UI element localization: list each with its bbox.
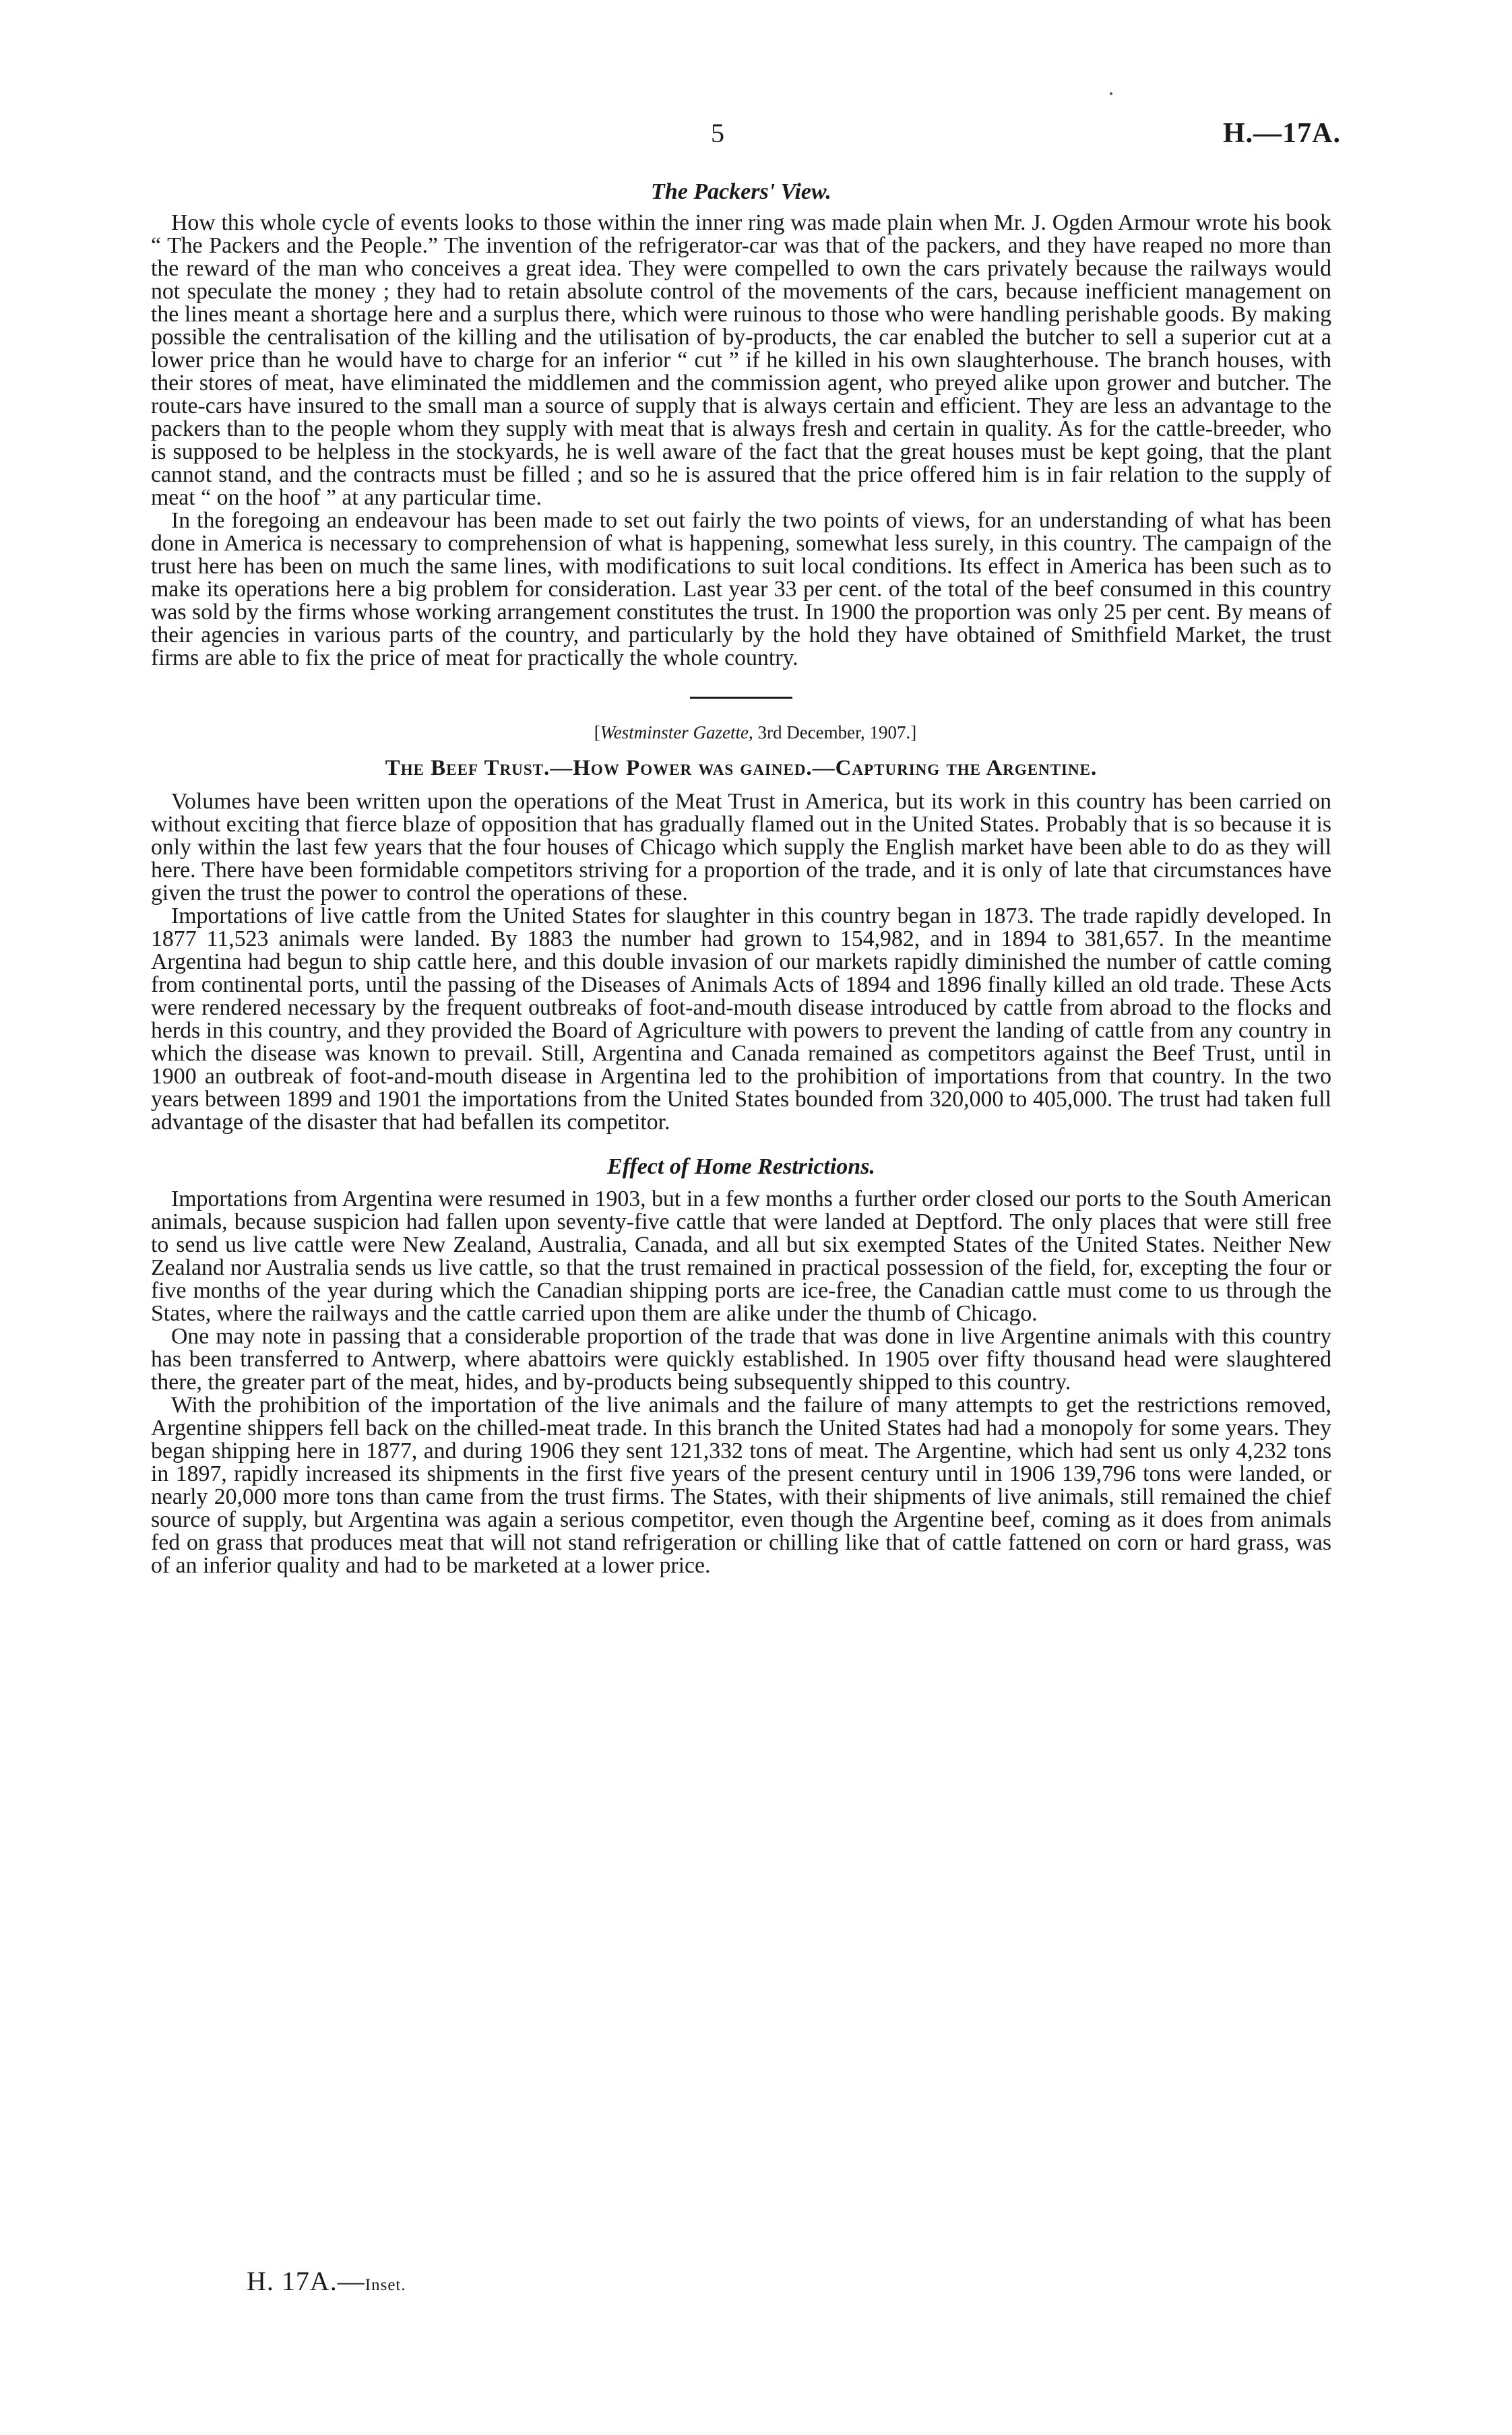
page-header [148, 113, 1341, 154]
document-body [151, 177, 1331, 1577]
section-divider [690, 697, 792, 699]
paragraph: In the foregoing an endeavour has been made to set out fairly the two points of views, for an understanding of what has been done in America is necessary to comprehension of what is happening, somewhat less surely, in this country. The campaign of the trust here has been on much the same lines, with modifications to suit local conditions. Its effect in America has been such as to make its operations here a big problem for consideration. Last year 33 per cent. of the total of the beef consumed in this country was sold by the firms whose working arrangement constitutes the trust. In 1900 the proportion was only 25 per cent. By means of their agencies in various parts of the country, and particularly by the hold they have obtained of Smithfield Market, the trust firms are able to fix the price of meat for practically the whole country. [151, 508, 1331, 670]
paragraph: With the prohibition of the importation of the live animals and the failure of many attempts to get the restrictions removed, Argentine shippers fell back on the chilled-meat trade. In this branch the United States had had a monopoly for some years. They began shipping here in 1877, and during 1906 they sent 121,332 tons of meat. The Argentine, which had sent us only 4,232 tons in 1897, rapidly increased its shipments in the first five years of the present century until in 1906 139,796 tons were landed, or nearly 20,000 more tons than came from the trust firms. The States, with their shipments of live animals, still remained the chief source of supply, but Argentina was again a serious competitor, even though the Argentine beef, coming as it does from animals fed on grass that produces meat that will not stand refrigeration or chilling like that of cattle fattened on corn or hard grass, was of an inferior quality and had to be marketed at a lower price. [151, 1393, 1331, 1578]
inset-code: H. 17A.— [247, 2266, 365, 2296]
inset-note [247, 2267, 406, 2300]
section-heading-home-restrictions: Effect of Home Restrictions. [607, 1154, 875, 1179]
source-bracket: [ [594, 722, 600, 742]
source-date: 3rd December, 1907.] [753, 722, 917, 742]
page-number: 5 [711, 118, 724, 148]
article-source [179, 719, 1331, 746]
report-code: H.—17A. [1223, 118, 1341, 149]
paragraph: Volumes have been written upon the operations of the Meat Trust in America, but its work in this country has been carried on without exciting that fierce blaze of opposition that has gradually flamed out in the United States. Probably that is so because it is only within the last few years that the four houses of Chicago which supply the English market have been able to do as they will here. There have been formidable competitors striving for a proportion of the trade, and it is only of late that circumstances have given the trust the power to control the operations of these. [151, 789, 1331, 906]
paragraph: Importations of live cattle from the United States for slaughter in this country began in 1873. The trade rapidly developed. In 1877 11,523 animals were landed. By 1883 the number had grown to 154,982, and in 1894 to 381,657. In the meantime Argentina had begun to ship cattle here, and this double invasion of our markets rapidly diminished the number of cattle coming from continental ports, until the passing of the Diseases of Animals Acts of 1894 and 1896 finally killed an old trade. These Acts were rendered necessary by the frequent outbreaks of foot-and-mouth disease introduced by cattle from abroad to the flocks and herds in this country, and they provided the Board of Agriculture with powers to prevent the landing of cattle from any country in which the disease was known to prevail. Still, Argentina and Canada remained as competitors against the Beef Trust, until in 1900 an outbreak of foot-and-mouth disease in Argentina led to the prohibition of importations from that country. In the two years between 1899 and 1901 the importations from the United States bounded from 320,000 to 405,000. The trust had taken full advantage of the disaster that had befallen its competitor. [151, 904, 1331, 1135]
article-title: The Beef Trust.—How Power was gained.—Capturing the Argentine. [385, 756, 1098, 780]
source-publication: Westminster Gazette, [600, 722, 753, 742]
print-speck [1110, 92, 1112, 95]
section-heading-packers-view: The Packers' View. [651, 179, 831, 204]
inset-label: Inset. [365, 2276, 406, 2294]
paragraph: Importations from Argentina were resumed in 1903, but in a few months a further order closed our ports to the South American animals, because suspicion had fallen upon seventy-five cattle that were landed at Deptford. The only places that were still free to send us live cattle were New Zealand, Australia, Canada, and all but six exempted States of the United States. Neither New Zealand nor Australia sends us live cattle, so that the trust remained in practical possession of the field, for, excepting the four or five months of the year during which the Canadian shipping ports are ice-free, the Canadian cattle must come to us through the States, where the railways and the cattle carried upon them are alike under the thumb of Chicago. [151, 1187, 1331, 1326]
paragraph: How this whole cycle of events looks to those within the inner ring was made plain when Mr. J. Ogden Armour wrote his book “ The Packers and the People.” The invention of the refrigerator-car was that of the packers, and they have reaped no more than the reward of the man who conceives a great idea. They were compelled to own the cars privately because the railways would not speculate the money ; they had to retain absolute control of the movements of the cars, because inefficient management on the lines meant a shortage here and a surplus there, which were ruinous to those who were handling perishable goods. By making possible the centralisation of the killing and the utilisation of by-products, the car enabled the butcher to sell a superior cut at a lower price than he would have to charge for an inferior “ cut ” if he killed in his own slaughterhouse. The branch houses, with their stores of meat, have eliminated the middlemen and the commission agent, who preyed alike upon grower and butcher. The route-cars have insured to the small man a source of supply that is always certain and efficient. They are less an advantage to the packers than to the people whom they supply with meat that is always fresh and certain in quality. As for the cattle-breeder, who is supposed to be helpless in the stockyards, he is well aware of the fact that the great houses must be kept going, that the plant cannot stand, and the contracts must be filled ; and so he is assured that the price offered him is in fair relation to the supply of meat “ on the hoof ” at any particular time. [151, 210, 1331, 510]
paragraph: One may note in passing that a considerable proportion of the trade that was done in live Argentine animals with this country has been transferred to Antwerp, where abattoirs were quickly established. In 1905 over fifty thousand head were slaughtered there, the greater part of the meat, hides, and by-products being subsequently shipped to this country. [151, 1324, 1331, 1395]
